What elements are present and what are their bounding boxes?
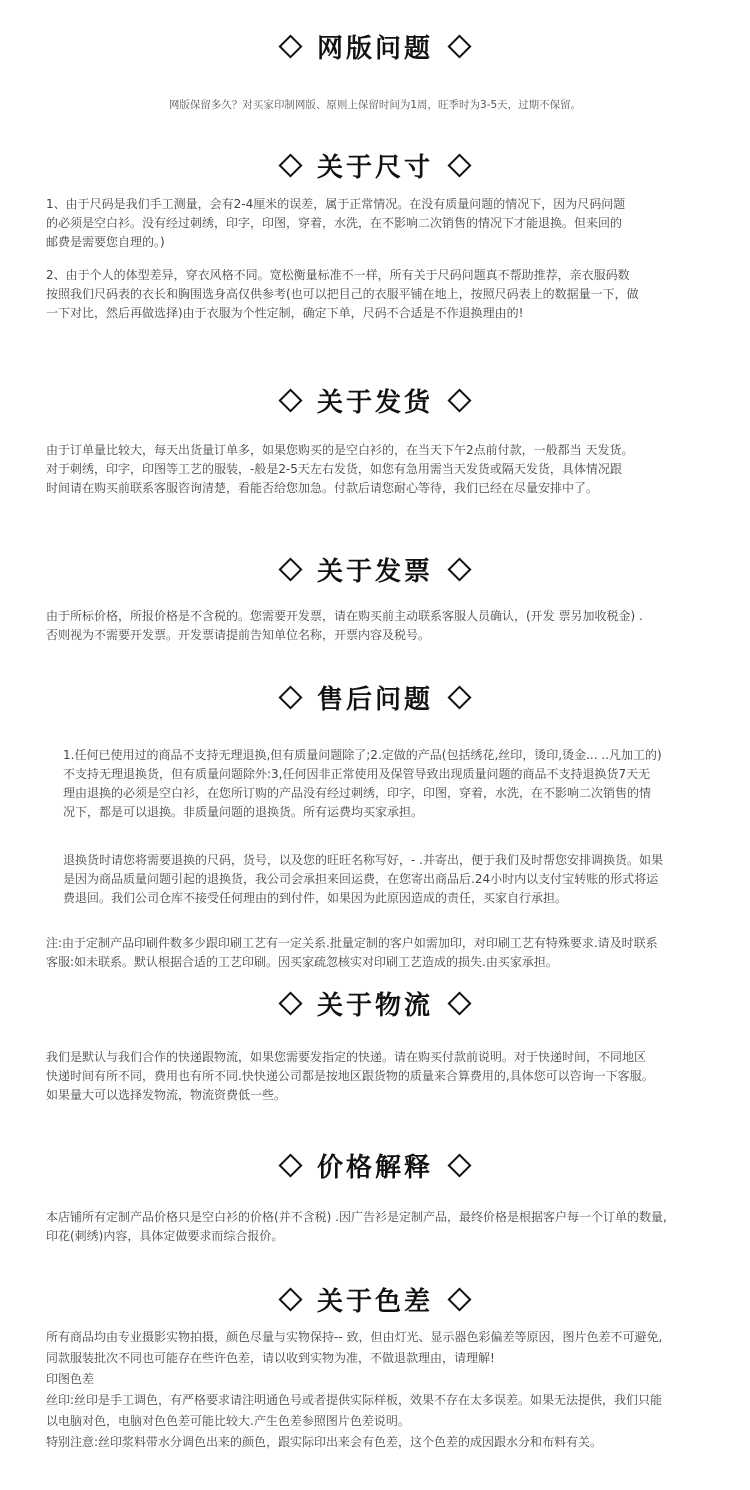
section-title-after-sales bbox=[0, 684, 750, 716]
diamond-icon bbox=[447, 685, 471, 709]
section-title-text: 关于发货 bbox=[316, 388, 433, 418]
diamond-icon bbox=[447, 557, 471, 581]
invoice-text: 由于所标价格，所报价格是不含税的。您需要开发票，请在购买前主动联系客服人员确认，(开发 票另加收税金) . 否则视为不需要开发票。开发票请提前告知单位名称，开票内容及税号。 bbox=[46, 609, 643, 642]
diamond-icon bbox=[447, 991, 471, 1015]
section-title-text: 关于尺寸 bbox=[316, 153, 433, 183]
size-text-2: 2、由于个人的体型差异，穿衣风格不同。宽松衡量标准不一样，所有关于尺码问题真不帮助推荐，亲衣服码数 按照我们尺码表的衣长和胸围选身高仅供参考(也可以把目己的衣服平铺在地上，按照尺码表上的数据量一下，做 一下对比，然后再做选择)由于衣服为个性定制，确定下单，尺码不合适是不作退换理由的! bbox=[46, 268, 639, 320]
diamond-icon bbox=[278, 991, 302, 1015]
section-title-price bbox=[0, 1152, 750, 1184]
diamond-icon bbox=[447, 388, 471, 412]
section-title-size bbox=[0, 152, 750, 184]
logistics-text: 我们是默认与我们合作的快递跟物流，如果您需要发指定的快递。请在购买付款前说明。对于快递时间，不同地区 快递时间有所不同，费用也有所不同.快快递公司都是按地区跟货物的质量来合算费用的,具体您可以咨询一下客服。 如果量大可以选择发物流，物流资费低一些。 bbox=[46, 1050, 654, 1102]
section-title-text: 网版问题 bbox=[316, 34, 433, 64]
shipping-text: 由于订单量比较大，每天出货量订单多，如果您购买的是空白衫的，在当天下午2点前付款，一般都当 天发货。 对于刺绣，印字，印图等工艺的服装，-般是2-5天左右发货，如您有急用需当天发货或隔天发货，具体情况跟 时间请在购买前联系客服咨询清楚，看能否给您加急。付款后请您耐心等待，我们已经在尽量安排中了。 bbox=[46, 443, 634, 495]
diamond-icon bbox=[278, 557, 302, 581]
price-text: 本店铺所有定制产品价格只是空白衫的价格(并不含税) .因广告衫是定制产品，最终价格是根据客户每一个订单的数量, 印花(刺绣)内容，具体定做要求而综合报价。 bbox=[46, 1210, 667, 1243]
section-title-color-diff bbox=[0, 1286, 750, 1318]
section-title-text: 价格解释 bbox=[316, 1153, 433, 1183]
diamond-icon bbox=[447, 34, 471, 58]
diamond-icon bbox=[278, 388, 302, 412]
after-sales-note: 注:由于定制产品印刷件数多少跟印刷工艺有一定关系.批量定制的客户如需加印，对印刷工艺有特殊要求.请及时联系 客服:如未联系。默认根据合适的工艺印刷。因买家疏忽核实对印刷工艺造成的损失.由买家承担。 bbox=[46, 936, 658, 969]
diamond-icon bbox=[447, 1287, 471, 1311]
diamond-icon bbox=[278, 34, 302, 58]
section-title-text: 关于物流 bbox=[316, 991, 433, 1021]
section-title-text: 关于色差 bbox=[316, 1287, 433, 1317]
section-title-shipping bbox=[0, 387, 750, 419]
section-title-screen-plate bbox=[0, 33, 750, 65]
screen-plate-text: 网版保留多久？对买家印制网版、原则上保留时间为1周，旺季时为3-5天，过期不保留。 bbox=[168, 99, 582, 111]
after-sales-text-1: 1.任何已使用过的商品不支持无理退换,但有质量问题除了;2.定做的产品(包括绣花,丝印，烫印,烫金... ..凡加工的) 不支持无理退换货，但有质量问题除外:3,任何因非正常使用及保管导致出现质量问题的商品不支持退换货7天无 理由退换的必须是空白衫，在您所订购的产品没有经过刺绣，印字，印图，穿着，水洗，在不影响二次销售的情 况下，都是可以退换。非质量问题的退换货。所有运费均买家承担。 bbox=[63, 748, 662, 819]
section-title-logistics bbox=[0, 990, 750, 1022]
diamond-icon bbox=[278, 1153, 302, 1177]
size-text-1: 1、由于尺码是我们手工测量，会有2-4厘米的误差，属于正常情况。在没有质量问题的情况下，因为尺码问题 的必须是空白衫。没有经过刺绣，印字，印图，穿着，水洗，在不影响二次销售的情况下才能退换。但来回的 邮费是需要您自理的。) bbox=[46, 197, 626, 249]
diamond-icon bbox=[447, 153, 471, 177]
diamond-icon bbox=[278, 1287, 302, 1311]
color-diff-text: 所有商品均由专业摄影实物拍摄，颜色尽量与实物保持-- 致，但由灯光、显示器色彩偏差等原因，图片色差不可避免, 同款服装批次不同也可能存在些许色差，请以收到实物为准，不做退款理由，请理解! 印图色差 丝印:丝印是手工调色，有严格要求请注明通色号或者提供实际样板，效果不存在太多误差。如果无法提供，我们只能 以电脑对色，电脑对色色差可能比较大.产生色差参照图片色差说明。 特别注意:丝印浆料带水分调色出来的颜色，跟实际印出来会有色差，这个色差的成因跟水分和布料有关。 bbox=[46, 1330, 663, 1449]
diamond-icon bbox=[278, 685, 302, 709]
section-title-invoice bbox=[0, 556, 750, 588]
diamond-icon bbox=[447, 1153, 471, 1177]
section-title-text: 关于发票 bbox=[316, 557, 433, 587]
section-title-text: 售后问题 bbox=[316, 685, 433, 715]
after-sales-text-2: 退换货时请您将需要退换的尺码，货号，以及您的旺旺名称写好，- .并寄出，便于我们及时帮您安排调换货。如果 是因为商品质量问题引起的退换货，我公司会承担来回运费，在您寄出商品后.24小时内以支付宝转账的形式将运 费退回。我们公司仓库不接受任何理由的到付件，如果因为此原因造成的责任，买家自行承担。 bbox=[63, 853, 663, 905]
diamond-icon bbox=[278, 153, 302, 177]
